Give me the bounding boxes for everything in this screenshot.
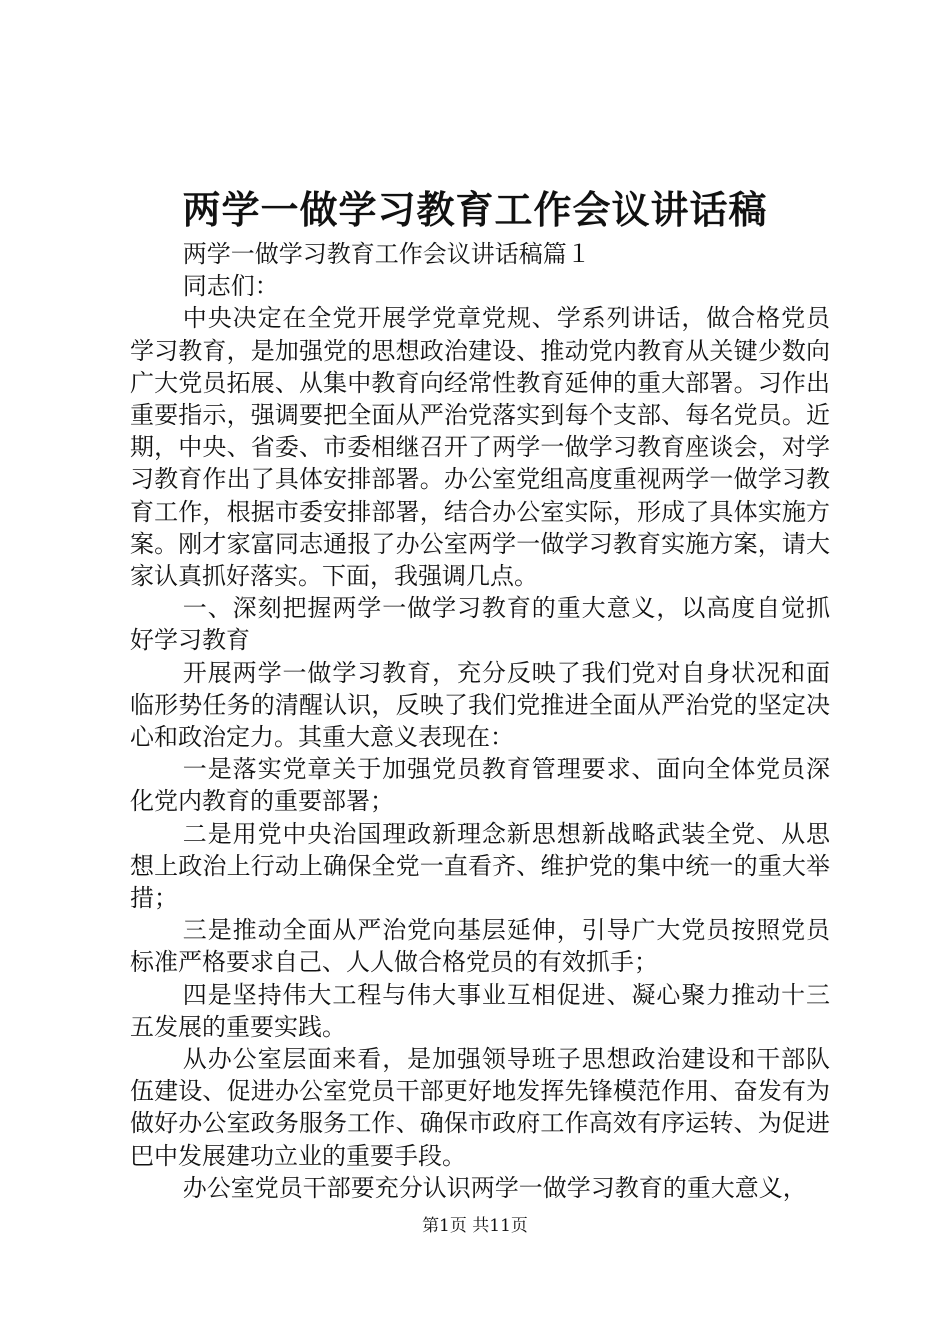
salutation: 同志们： bbox=[182, 272, 279, 301]
page-number-footer: 第1页 共11页 bbox=[422, 1216, 528, 1236]
list-paragraph: 三是推动全面从严治党向基层延伸，引导广大党员按照党员标准严格要求自己、人人做合格党员的有效抓手； bbox=[130, 916, 830, 977]
list-paragraph: 四是坚持伟大工程与伟大事业互相促进、凝心聚力推动十三五发展的重要实践。 bbox=[130, 980, 830, 1041]
paragraph: 办公室党员干部要充分认识两学一做学习教育的重大意义， bbox=[182, 1173, 807, 1202]
paragraph: 开展两学一做学习教育，充分反映了我们党对自身状况和面临形势任务的清醒认识，反映了我们党推进全面从严治党的坚定决心和政治定力。其重大意义表现在： bbox=[130, 658, 830, 752]
subheading: 一、深刻把握两学一做学习教育的重大意义，以高度自觉抓好学习教育 bbox=[130, 594, 830, 655]
section-heading: 两学一做学习教育工作会议讲话稿篇１ bbox=[182, 240, 591, 268]
document-body bbox=[130, 238, 830, 1204]
list-paragraph: 二是用党中央治国理政新理念新思想新战略武装全党、从思想上政治上行动上确保全党一直看齐、维护党的集中统一的重大举措； bbox=[130, 819, 830, 913]
paragraph: 中央决定在全党开展学党章党规、学系列讲话，做合格党员学习教育，是加强党的思想政治建设、推动党内教育从关键少数向广大党员拓展、从集中教育向经常性教育延伸的重大部署。习作出重要指示，强调要把全面从严治党落实到每个支部、每名党员。近期，中央、省委、市委相继召开了两学一做学习教育座谈会，对学习教育作出了具体安排部署。办公室党组高度重视两学一做学习教育工作，根据市委安排部署，结合办公室实际，形成了具体实施方案。刚才家富同志通报了办公室两学一做学习教育实施方案，请大家认真抓好落实。下面，我强调几点。 bbox=[130, 304, 830, 591]
document-title: 两学一做学习教育工作会议讲话稿 bbox=[182, 187, 768, 232]
list-paragraph: 一是落实党章关于加强党员教育管理要求、面向全体党员深化党内教育的重要部署； bbox=[130, 755, 830, 816]
paragraph: 从办公室层面来看，是加强领导班子思想政治建设和干部队伍建设、促进办公室党员干部更好地发挥先锋模范作用、奋发有为做好办公室政务服务工作、确保市政府工作高效有序运转、为促进巴中发展建功立业的重要手段。 bbox=[130, 1045, 830, 1170]
